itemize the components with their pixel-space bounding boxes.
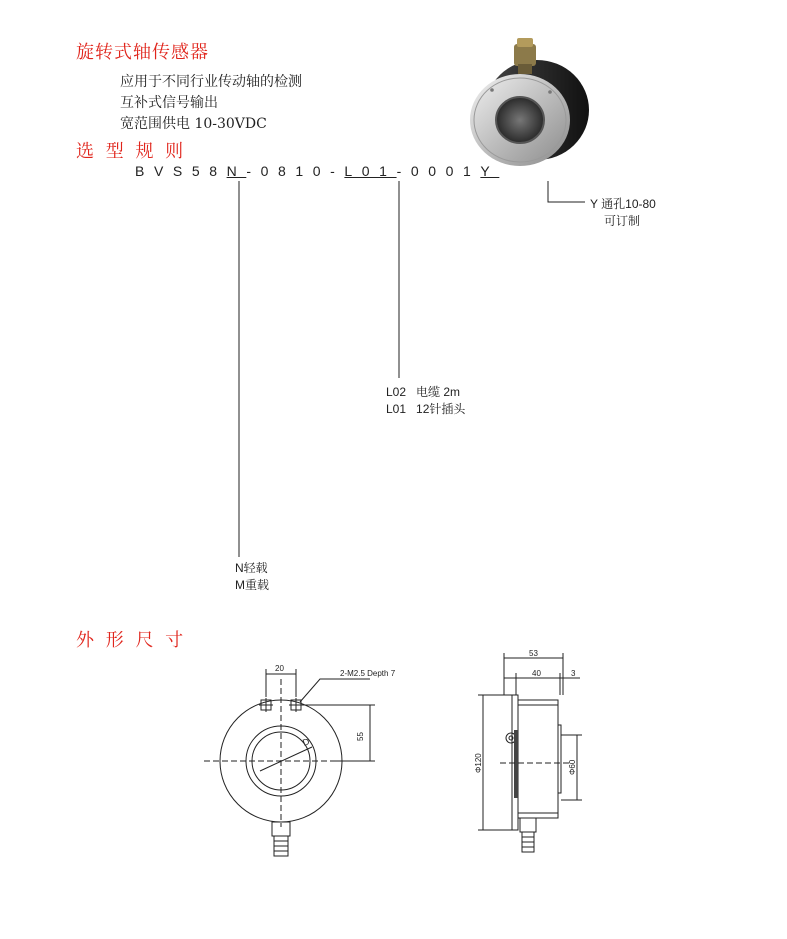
feature-line: 应用于不同行业传动轴的检测 [120,74,302,90]
bore-text: 通孔10-80 [601,197,656,211]
dim-total-width: 53 [529,649,538,658]
code-prefix: BVS58 [135,163,227,179]
dim-height-right: 55 [356,732,365,741]
dim-screw-label: 2-M2.5 Depth 7 [340,669,396,678]
dim-outer-dia: Φ120 [474,753,483,773]
leader-bore [548,181,585,202]
option-text: 轻载 [243,561,268,575]
option-code: N [235,561,244,575]
dim-inner-dia: Φ60 [568,759,577,775]
dim-flange: 3 [571,669,576,678]
connection-option [386,383,460,400]
option-code: L02 [386,385,407,399]
bore-option [590,195,656,212]
front-view-drawing [200,655,440,870]
feature-line: 宽范围供电 10-30VDC [120,116,267,132]
code-connection: L01 [344,163,397,179]
product-title: 旋转式轴传感器 [76,42,209,63]
dim-bore-label: D [301,736,311,748]
code-mid: -0810- [246,163,345,179]
dim-width-top: 20 [275,664,284,673]
feature-line: 互补式信号输出 [120,95,218,111]
option-code: L01 [386,402,407,416]
option-text: 电缆 2m [416,385,461,399]
dimensions-heading: 外 形 尺 寸 [76,630,187,651]
option-code: M [235,578,245,592]
code-load: N [226,163,247,179]
bore-code: Y [590,197,598,211]
side-view-drawing [470,645,600,870]
load-option [235,576,269,593]
connection-option [386,400,465,417]
bore-sub: 可订制 [604,214,641,228]
option-text: 12针插头 [416,402,466,416]
dim-body-width: 40 [532,669,541,678]
option-text: 重载 [245,578,270,592]
load-option [235,559,268,576]
selection-heading: 选 型 规 则 [76,141,187,162]
code-bore: Y [480,163,500,179]
code-tail: -0001 [396,163,481,179]
